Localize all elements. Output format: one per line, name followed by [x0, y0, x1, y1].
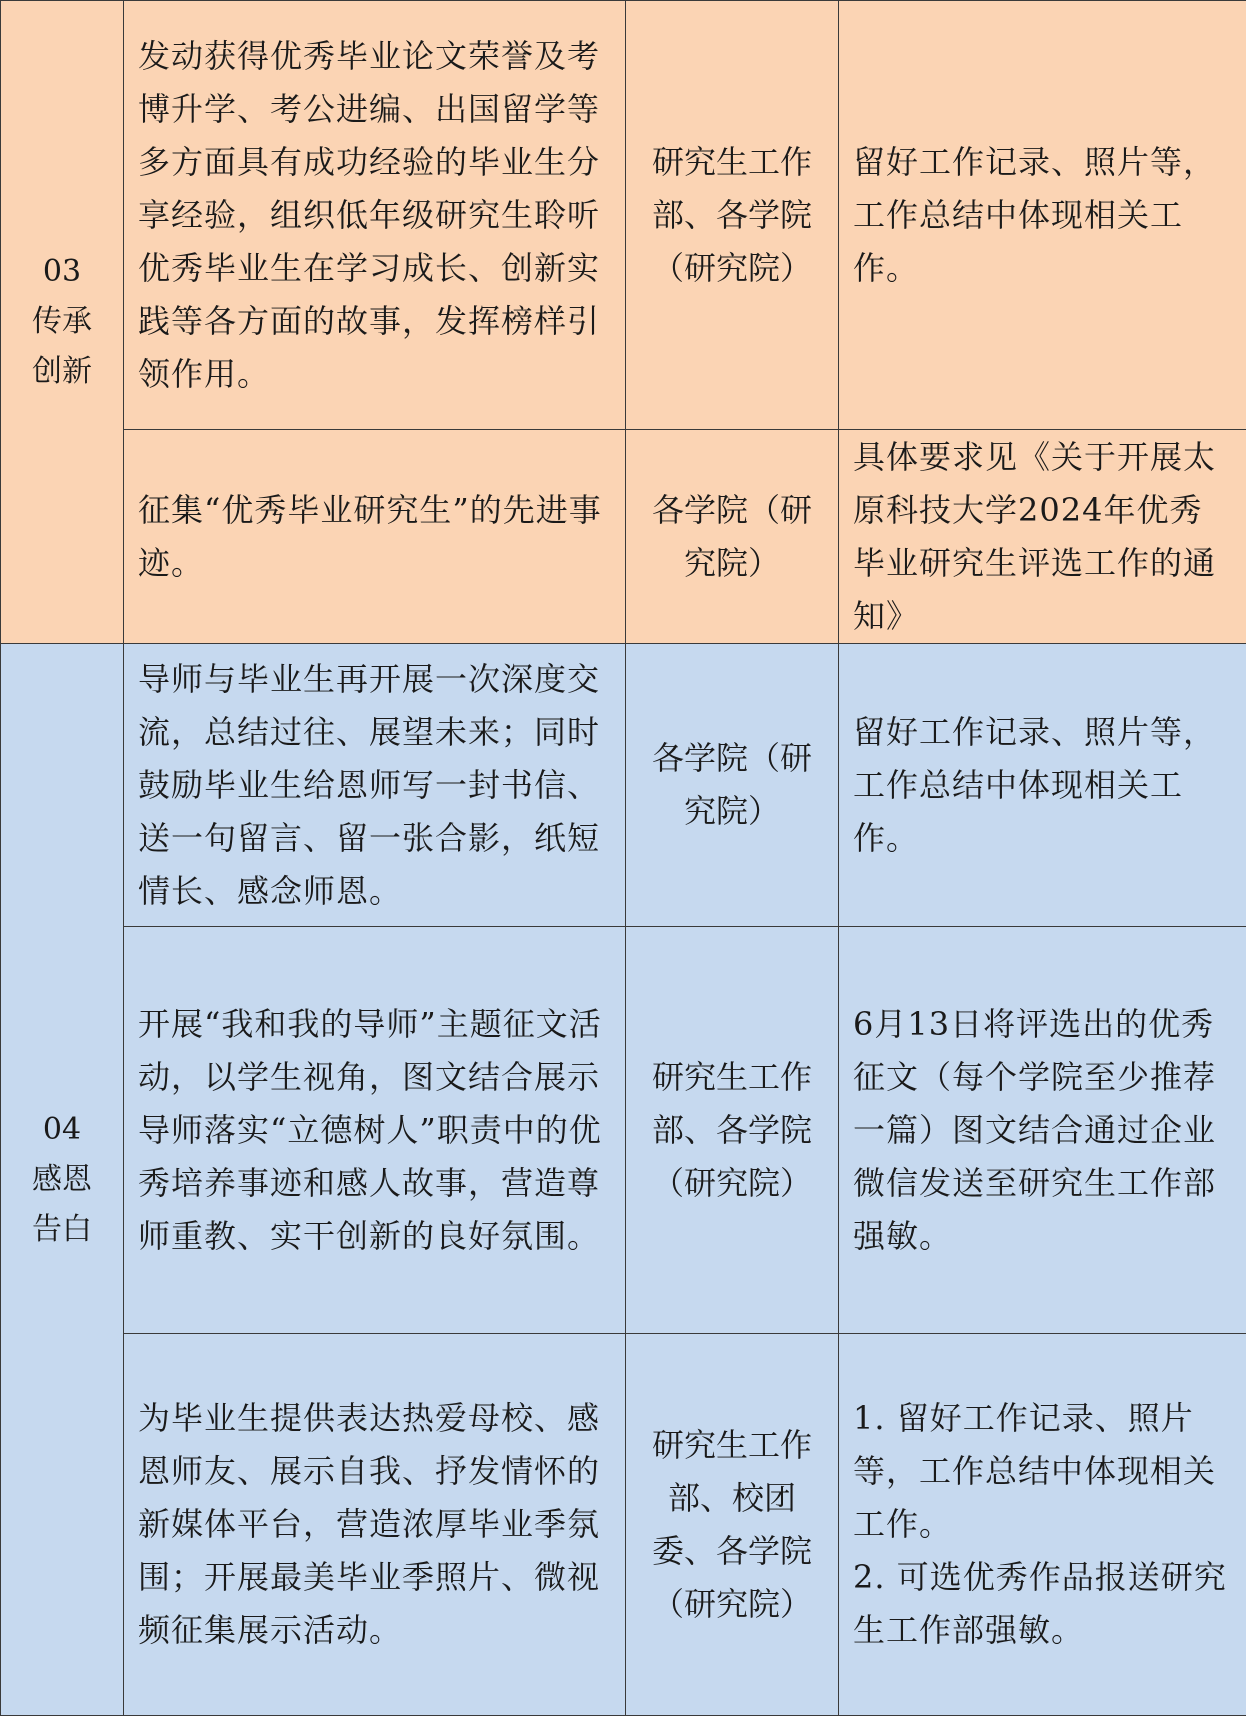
- section-name-line2: 创新: [5, 347, 119, 397]
- table-row: [1, 1, 1246, 430]
- responsible-department: 各学院（研究院）: [626, 430, 839, 644]
- table-row: [1, 430, 1246, 644]
- section-name-line1: 传承: [5, 297, 119, 347]
- activity-content: 发动获得优秀毕业论文荣誉及考博升学、考公进编、出国留学等多方面具有成功经验的毕业生分享经验，组织低年级研究生聆听优秀毕业生在学习成长、创新实践等各方面的故事，发挥榜样引领作用。: [124, 1, 626, 430]
- activity-note: 留好工作记录、照片等，工作总结中体现相关工作。: [839, 644, 1246, 927]
- responsible-department: 研究生工作部、各学院（研究院）: [626, 1, 839, 430]
- table-row: [1, 644, 1246, 927]
- section-label: [1, 644, 124, 1716]
- section-label: [1, 1, 124, 644]
- note-item-1: 1. 留好工作记录、照片等，工作总结中体现相关工作。: [853, 1392, 1232, 1551]
- activity-note: 留好工作记录、照片等，工作总结中体现相关工作。: [839, 1, 1246, 430]
- table-row: [1, 1334, 1246, 1716]
- section-name-line1: 感恩: [5, 1155, 119, 1205]
- activity-note: [839, 1334, 1246, 1716]
- activity-content: 征集“优秀毕业研究生”的先进事迹。: [124, 430, 626, 644]
- activity-content: 导师与毕业生再开展一次深度交流，总结过往、展望未来；同时鼓励毕业生给恩师写一封书信、送一句留言、留一张合影，纸短情长、感念师恩。: [124, 644, 626, 927]
- activity-note: 具体要求见《关于开展太原科技大学2024年优秀毕业研究生评选工作的通知》: [839, 430, 1246, 644]
- activity-content: 开展“我和我的导师”主题征文活动，以学生视角，图文结合展示导师落实“立德树人”职责中的优秀培养事迹和感人故事，营造尊师重教、实干创新的良好氛围。: [124, 927, 626, 1334]
- responsible-department: 各学院（研究院）: [626, 644, 839, 927]
- section-number: 04: [5, 1105, 119, 1155]
- responsible-department: 研究生工作部、校团委、各学院（研究院）: [626, 1334, 839, 1716]
- note-item-2: 2. 可选优秀作品报送研究生工作部强敏。: [853, 1551, 1232, 1657]
- responsible-department: 研究生工作部、各学院（研究院）: [626, 927, 839, 1334]
- section-number: 03: [5, 247, 119, 297]
- table-row: [1, 927, 1246, 1334]
- activity-note: 6月13日将评选出的优秀征文（每个学院至少推荐一篇）图文结合通过企业微信发送至研究生工作部强敏。: [839, 927, 1246, 1334]
- activity-content: 为毕业生提供表达热爱母校、感恩师友、展示自我、抒发情怀的新媒体平台，营造浓厚毕业季氛围；开展最美毕业季照片、微视频征集展示活动。: [124, 1334, 626, 1716]
- section-name-line2: 告白: [5, 1205, 119, 1255]
